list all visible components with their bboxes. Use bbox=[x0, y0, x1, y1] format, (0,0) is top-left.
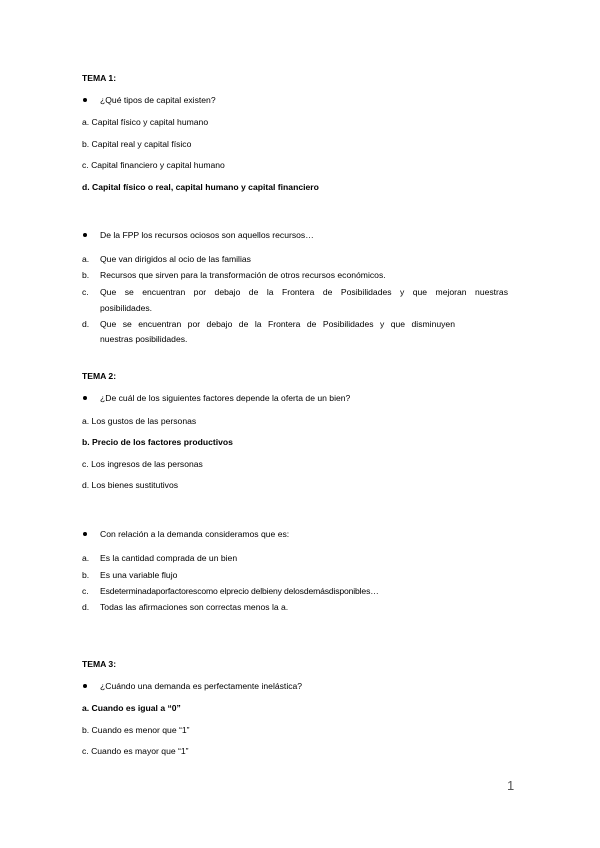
option-letter: b. bbox=[82, 270, 90, 280]
option-letter: d. bbox=[82, 319, 90, 329]
option-a: Que van dirigidos al ocio de las familias bbox=[100, 254, 251, 264]
option-letter: c. bbox=[82, 586, 89, 596]
question-text: De la FPP los recursos ociosos son aquellos recursos… bbox=[100, 230, 314, 240]
option-a: a. Capital físico y capital humano bbox=[82, 117, 209, 127]
question-text: Con relación a la demanda consideramos que es: bbox=[100, 529, 290, 539]
bullet-icon bbox=[83, 684, 87, 688]
option-letter: a. bbox=[82, 254, 90, 264]
option-d-continuation: nuestras posibilidades. bbox=[100, 334, 188, 344]
option-b: Es una variable flujo bbox=[100, 570, 178, 580]
page-number: 1 bbox=[507, 778, 515, 793]
option-letter: c. bbox=[82, 287, 89, 297]
tema-1-heading: TEMA 1: bbox=[82, 73, 117, 83]
option-letter: b. bbox=[82, 570, 90, 580]
option-b: b. Cuando es menor que “1” bbox=[82, 725, 190, 735]
bullet-icon bbox=[83, 98, 87, 102]
bullet-icon bbox=[83, 396, 87, 400]
option-a: Es la cantidad comprada de un bien bbox=[100, 553, 238, 563]
option-letter: a. bbox=[82, 553, 90, 563]
option-b: Recursos que sirven para la transformación de otros recursos económicos. bbox=[100, 270, 386, 280]
option-c: c. Cuando es mayor que “1” bbox=[82, 746, 189, 756]
option-c: Esdeterminadaporfactorescomo elprecio delbieny delosdemásdisponibles… bbox=[100, 586, 379, 596]
tema-2-heading: TEMA 2: bbox=[82, 371, 117, 381]
option-c: Que se encuentran por debajo de la Frontera de Posibilidades y que mejoran nuestras bbox=[100, 287, 508, 297]
question-text: ¿Cuándo una demanda es perfectamente inelástica? bbox=[100, 681, 303, 691]
option-a: a. Los gustos de las personas bbox=[82, 416, 197, 426]
bullet-icon bbox=[83, 233, 87, 237]
option-c-continuation: posibilidades. bbox=[100, 303, 153, 313]
option-d: Que se encuentran por debajo de la Frontera de Posibilidades y que disminuyen bbox=[100, 319, 455, 329]
bullet-icon bbox=[83, 532, 87, 536]
question-text: ¿De cuál de los siguientes factores depende la oferta de un bien? bbox=[100, 393, 351, 403]
option-d: d. Los bienes sustitutivos bbox=[82, 480, 179, 490]
option-c: c. Capital financiero y capital humano bbox=[82, 160, 225, 170]
option-a-correct: a. Cuando es igual a “0” bbox=[82, 703, 181, 713]
option-d: Todas las afirmaciones son correctas menos la a. bbox=[100, 602, 289, 612]
question-text: ¿Qué tipos de capital existen? bbox=[100, 95, 216, 105]
tema-3-heading: TEMA 3: bbox=[82, 659, 117, 669]
option-d-correct: d. Capital físico o real, capital humano y capital financiero bbox=[82, 182, 319, 192]
option-letter: d. bbox=[82, 602, 90, 612]
option-b-correct: b. Precio de los factores productivos bbox=[82, 437, 233, 447]
option-c: c. Los ingresos de las personas bbox=[82, 459, 203, 469]
option-b: b. Capital real y capital físico bbox=[82, 139, 192, 149]
